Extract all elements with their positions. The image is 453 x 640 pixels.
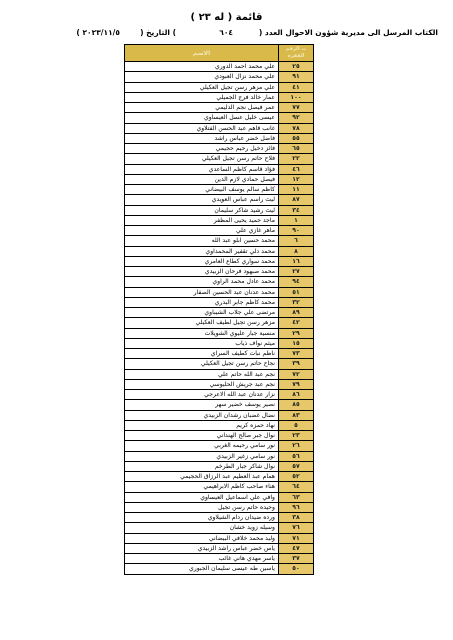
row-seq-number: ٥١ [279, 287, 314, 297]
table-row [125, 133, 314, 143]
row-seq-number: ٣٨ [279, 513, 314, 523]
row-seq-number: ٥٦ [279, 451, 314, 461]
table-row [125, 154, 314, 164]
row-person-name: محمد حسين ابلو عبد الله [125, 236, 279, 246]
row-person-name: نجم عبد جريش الحلبوسي [125, 379, 279, 389]
row-seq-number: ٦ [279, 236, 314, 246]
row-seq-number: ٤٢ [279, 318, 314, 328]
row-seq-number: ٨٦ [279, 390, 314, 400]
row-seq-number: ٧٦ [279, 523, 314, 533]
table-row [125, 410, 314, 420]
row-person-name: ليث راسم عباس العويدي [125, 195, 279, 205]
row-seq-number: ١٢ [279, 174, 314, 184]
row-seq-number: ٨٣ [279, 410, 314, 420]
row-seq-number: ١ [279, 215, 314, 225]
row-person-name: ياس خضر عباس راشد الزبيدي [125, 543, 279, 553]
table-row [125, 267, 314, 277]
row-person-name: عمار خالد فرج الجميلي [125, 92, 279, 102]
row-seq-number: ٦٣ [279, 492, 314, 502]
row-seq-number: ٧٣ [279, 349, 314, 359]
row-seq-number: ١٦ [279, 256, 314, 266]
table-row [125, 379, 314, 389]
row-person-name: وحيده حاتم رسن تجيل [125, 502, 279, 512]
row-person-name: نور سامي رحيمه الغربي [125, 441, 279, 451]
row-person-name: نور سامي زغير الزبيدي [125, 451, 279, 461]
table-row [125, 564, 314, 574]
row-person-name: هناء صاحب كاظم الابراهيمي [125, 482, 279, 492]
row-seq-number: ٤٦ [279, 164, 314, 174]
row-seq-number: ٥٠ [279, 564, 314, 574]
row-person-name: ورده ضيدان ردام الشيلاوي [125, 513, 279, 523]
row-seq-number: ٢٦ [279, 441, 314, 451]
table-body [125, 62, 314, 575]
row-person-name: محمد عادل محمد الراوي [125, 277, 279, 287]
book-number: ٦٠٤ [219, 28, 233, 37]
row-person-name: ياسر مهدي هاني غائب [125, 554, 279, 564]
row-seq-number: ٣٧ [279, 554, 314, 564]
row-seq-number: ٨٥ [279, 400, 314, 410]
col-name-header: الاسم [125, 45, 279, 62]
table-row [125, 226, 314, 236]
table-row [125, 420, 314, 430]
row-person-name: عيسى خليل عسل العيساوي [125, 113, 279, 123]
row-person-name: محمد دلي تقفير المحمداوي [125, 246, 279, 256]
row-person-name: عمر فيصل نجم الدليمي [125, 103, 279, 113]
row-seq-number: ١٠٠ [279, 92, 314, 102]
table-row [125, 502, 314, 512]
row-seq-number: ٣٢ [279, 297, 314, 307]
row-seq-number: ٧٨ [279, 123, 314, 133]
table-row [125, 82, 314, 92]
row-person-name: منسية جبار عليوي الشويلات [125, 328, 279, 338]
table-row [125, 400, 314, 410]
table-row [125, 195, 314, 205]
table-row [125, 103, 314, 113]
table-row [125, 328, 314, 338]
table-row [125, 359, 314, 369]
row-person-name: نزار عدنان عبد الله الاعرجي [125, 390, 279, 400]
row-person-name: وسيله زويد خشان [125, 523, 279, 533]
table-row [125, 308, 314, 318]
row-person-name: وافي علي اسماعيل العيساوي [125, 492, 279, 502]
date-label: ) التاريخ ( [140, 28, 176, 37]
row-person-name: محمد كاظم جابر البدري [125, 297, 279, 307]
row-person-name: محمد عدنان عبد الحسين الصفار [125, 287, 279, 297]
row-person-name: علي محمد احمد الدوري [125, 62, 279, 72]
table-row [125, 513, 314, 523]
book-reference-label: الكتاب المرسل الى مديرية شؤون الاحوال العدد ( [258, 28, 438, 37]
table-row [125, 277, 314, 287]
row-seq-number: ٤١ [279, 82, 314, 92]
table-row [125, 174, 314, 184]
table-row [125, 461, 314, 471]
row-seq-number: ٨٩ [279, 308, 314, 318]
row-person-name: كاظم سالم يوسف البيضاني [125, 185, 279, 195]
row-person-name: ميثم نواف ذياب [125, 338, 279, 348]
row-person-name: همام عبد العظيم عبد الرزاق الحجيمي [125, 472, 279, 482]
row-person-name: علي محمد نزال العبودي [125, 72, 279, 82]
row-seq-number: ٧٩ [279, 379, 314, 389]
table-row [125, 451, 314, 461]
book-reference-line [18, 28, 438, 42]
table-row [125, 349, 314, 359]
table-row [125, 543, 314, 553]
row-seq-number: ٩٢ [279, 113, 314, 123]
table-row [125, 236, 314, 246]
table-row [125, 482, 314, 492]
row-seq-number: ٥٥ [279, 133, 314, 143]
row-person-name: فيصل حمادي لازم الدين [125, 174, 279, 184]
table-row [125, 287, 314, 297]
table-row [125, 318, 314, 328]
row-seq-number: ٩٤ [279, 277, 314, 287]
row-seq-number: ٥٢ [279, 472, 314, 482]
row-person-name: علي مزهر رسن تجيل العكيلي [125, 82, 279, 92]
row-person-name: مزهر رسن تجيل لطيف العكيلي [125, 318, 279, 328]
table-row [125, 492, 314, 502]
table-row [125, 113, 314, 123]
row-seq-number: ٩٠ [279, 226, 314, 236]
table-row [125, 390, 314, 400]
row-seq-number: ٢٧ [279, 267, 314, 277]
col-seq-header: ت الرقم الفقرة [279, 45, 314, 62]
row-seq-number: ٧٢ [279, 369, 314, 379]
row-person-name: ناظم نبات كطيف السراي [125, 349, 279, 359]
row-person-name: نوال جبر صالح الهنداني [125, 431, 279, 441]
row-person-name: غانب قاهم عبد الحسن الفتلاوي [125, 123, 279, 133]
row-person-name: ياسين طه عيسى سليمان الجبوري [125, 564, 279, 574]
row-seq-number: ٦٥ [279, 144, 314, 154]
row-seq-number: ١٥ [279, 338, 314, 348]
row-person-name: وليد محمد خلافي البيضاني [125, 533, 279, 543]
row-person-name: نجم عبد الله حاتم علي [125, 369, 279, 379]
row-person-name: ماجد حميد يحيى المظفر [125, 215, 279, 225]
table-row [125, 533, 314, 543]
row-seq-number: ٣٤ [279, 205, 314, 215]
table-row [125, 441, 314, 451]
table-row [125, 92, 314, 102]
row-seq-number: ٩٦ [279, 502, 314, 512]
row-seq-number: ٤٧ [279, 543, 314, 553]
row-seq-number: ٥٧ [279, 461, 314, 471]
row-seq-number: ٢٩ [279, 328, 314, 338]
table-row [125, 72, 314, 82]
table-row [125, 523, 314, 533]
table-header-row [125, 45, 314, 62]
row-person-name: نهاد حمزه كريم [125, 420, 279, 430]
table-row [125, 62, 314, 72]
row-person-name: محمد سواري كطاع العامري [125, 256, 279, 266]
row-seq-number: ٦٤ [279, 482, 314, 492]
table-row [125, 215, 314, 225]
row-person-name: مرتضى علي جلاب الشيباوي [125, 308, 279, 318]
names-table-container [124, 44, 314, 575]
row-seq-number: ٨٧ [279, 195, 314, 205]
row-seq-number: ٩١ [279, 72, 314, 82]
row-seq-number: ٢٢ [279, 154, 314, 164]
table-row [125, 164, 314, 174]
table-row [125, 144, 314, 154]
row-person-name: نجاح حاتم رسن تجيل العكيلي [125, 359, 279, 369]
row-person-name: محمد صبهود فرحان الزبيدي [125, 267, 279, 277]
table-row [125, 297, 314, 307]
row-seq-number: ٥ [279, 420, 314, 430]
table-row [125, 246, 314, 256]
row-seq-number: ١١ [279, 185, 314, 195]
row-person-name: ماهر غازي علي [125, 226, 279, 236]
table-row [125, 205, 314, 215]
row-seq-number: ٣٩ [279, 359, 314, 369]
table-row [125, 431, 314, 441]
table-row [125, 369, 314, 379]
page-title: قائمة ( له ٢٣ ) [190, 12, 263, 23]
row-seq-number: ٢٥ [279, 62, 314, 72]
table-row [125, 123, 314, 133]
book-date: ٢٠٢٣/١١/٥ ) [76, 28, 120, 37]
row-person-name: فلاح حاتم رسن تجيل العكيلي [125, 154, 279, 164]
row-person-name: فؤاد قاسم كاظم الساعدي [125, 164, 279, 174]
table-row [125, 185, 314, 195]
row-seq-number: ٧٧ [279, 103, 314, 113]
names-table [124, 44, 314, 575]
table-row [125, 338, 314, 348]
row-seq-number: ٨ [279, 246, 314, 256]
row-person-name: ليث رشيد شاكر سليمان [125, 205, 279, 215]
row-seq-number: ٧١ [279, 533, 314, 543]
row-seq-number: ٢٣ [279, 431, 314, 441]
table-row [125, 554, 314, 564]
row-person-name: نضال غضبان رشدان الزبيدي [125, 410, 279, 420]
table-row [125, 472, 314, 482]
row-person-name: فاضل خضر عباس راشد [125, 133, 279, 143]
row-person-name: نصير يوسف خضير سهر [125, 400, 279, 410]
row-person-name: نوال شاكر جبار الطرخم [125, 461, 279, 471]
table-row [125, 256, 314, 266]
row-person-name: فائز دخيل رحيم حجيمي [125, 144, 279, 154]
